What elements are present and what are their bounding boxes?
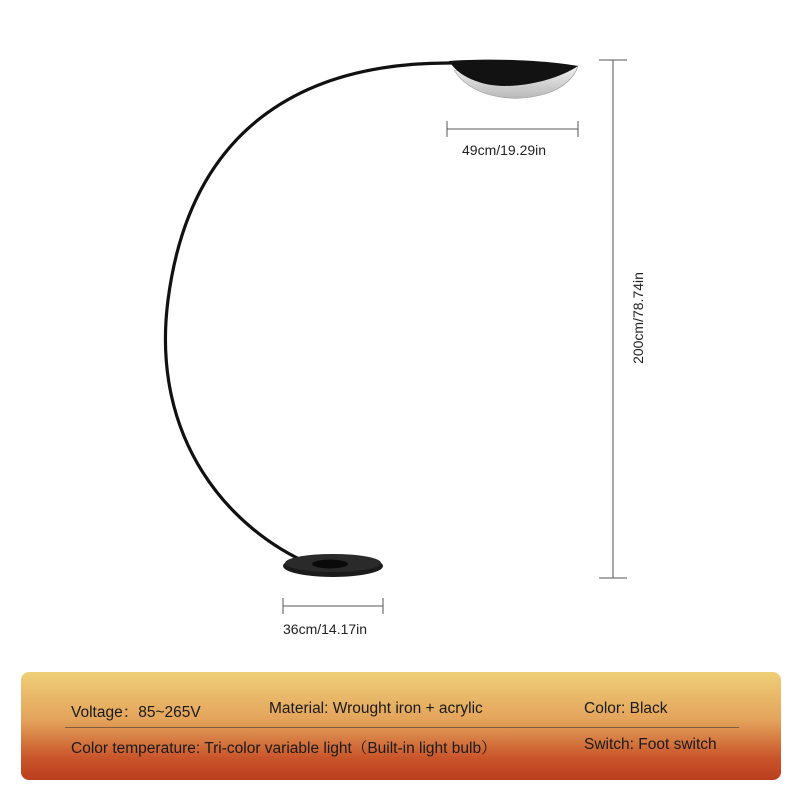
shade-width-dimension-line bbox=[447, 121, 578, 137]
lamp-shade bbox=[449, 60, 578, 99]
shade-width-label: 49cm/19.29in bbox=[462, 142, 547, 158]
spec-voltage: Voltage：85~265V bbox=[71, 704, 201, 721]
height-label: 200cm/78.74in bbox=[630, 272, 646, 364]
lamp-arc-pole bbox=[165, 63, 452, 565]
base-width-label: 36cm/14.17in bbox=[283, 621, 368, 637]
spec-color-temperature: Color temperature: Tri-color variable light（Built-in light bulb） bbox=[71, 740, 497, 757]
spec-divider bbox=[65, 727, 739, 728]
height-dimension-line bbox=[599, 60, 627, 578]
base-width-dimension-line bbox=[283, 598, 383, 614]
spec-switch: Switch: Foot switch bbox=[584, 736, 717, 753]
lamp-base bbox=[283, 554, 383, 577]
spec-material: Material: Wrought iron + acrylic bbox=[269, 700, 483, 717]
spec-panel bbox=[21, 672, 781, 780]
spec-color: Color: Black bbox=[584, 700, 668, 717]
